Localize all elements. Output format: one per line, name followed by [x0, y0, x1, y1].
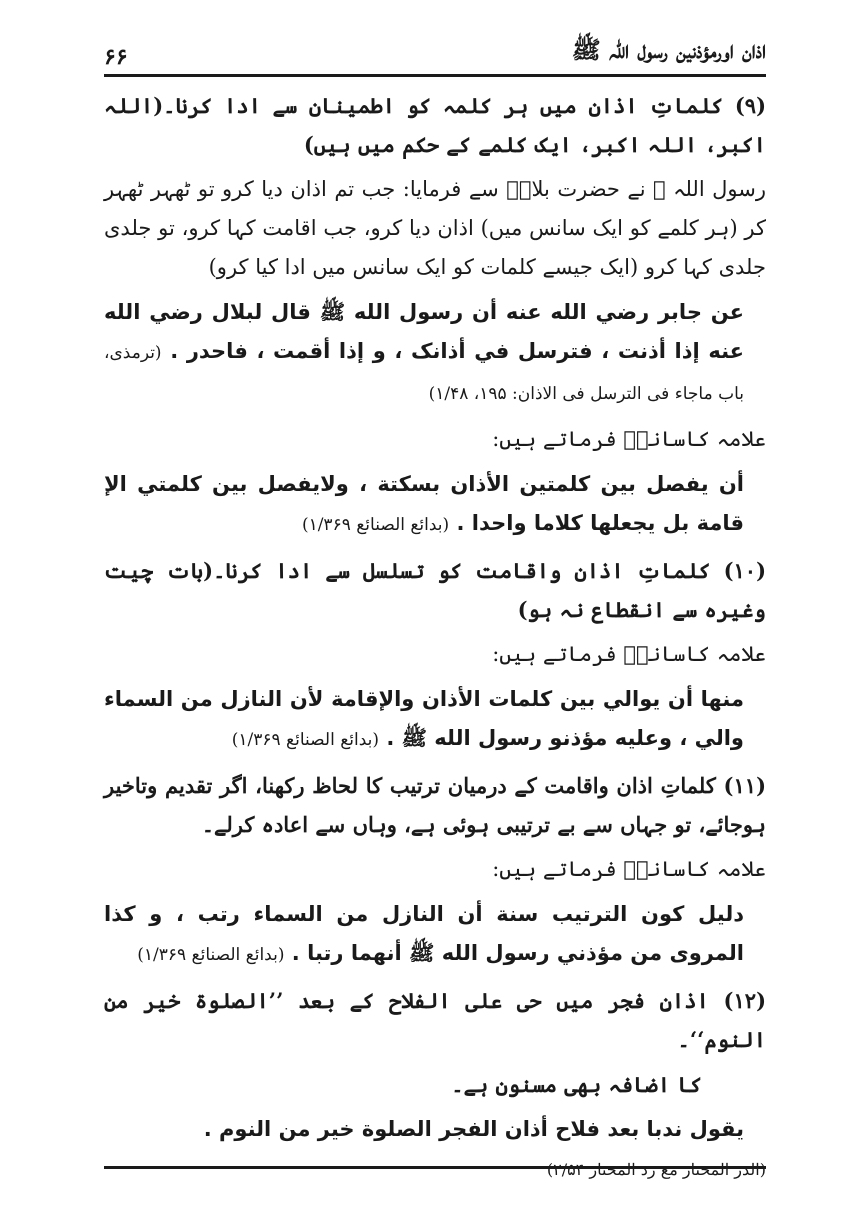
- rule-12-continuation: کا اضافہ بھی مسنون ہے۔: [451, 1072, 702, 1097]
- kasani-quote-1: [104, 465, 766, 545]
- kasani-quote-3-reference: (بدائع الصنائع ۱/۳۶۹): [137, 945, 285, 965]
- kasani-intro-3: علامہ کاسانیؒ فرماتے ہیں:: [492, 857, 766, 881]
- rule-12-heading: (۱۲) اذانِ فجر میں حی علی الفلاح کے بعد ’’الصلوۃ خیر من النوم‘‘۔: [104, 988, 766, 1052]
- rule-11-heading: (۱۱) کلماتِ اذان واقامت کے درمیان ترتیب کا لحاظ رکھنا، اگر تقدیم وتاخیر ہوجائے، تو جہاں سے بے ترتیبی ہوئی ہے، وہاں سے اعادہ کرلے۔: [104, 773, 766, 837]
- page-body: [104, 86, 766, 1201]
- page-number: ۶۶: [104, 44, 128, 70]
- kasani-quote-1-text: أن يفصل بين كلمتين الأذان بسكتة ، ولايفصل بين كلمتي الإ قامة بل يجعلها كلاما واحدا .: [104, 472, 744, 535]
- hadith-jabir-text: عن جابر رضي الله عنه أن رسول الله ﷺ قال لبلال رضي الله عنه إذا أذنت ، فترسل في أذانک ، و إذا أقمت ، فاحدر .: [104, 300, 745, 363]
- kasani-quote-2-text: منها أن يوالي بين كلمات الأذان والإقامة لأن النازل من السماء والي ، وعليه مؤذنو رسول الله ﷺ .: [104, 687, 744, 750]
- durr-quote: يقول ندبا بعد فلاح أذان الفجر الصلوة خير من النوم .: [203, 1117, 744, 1141]
- kasani-quote-2-reference: (بدائع الصنائع ۱/۳۶۹): [231, 730, 379, 750]
- rule-9-heading: (۹) کلماتِ اذان میں ہر کلمہ کو اطمینان سے ادا کرنا۔(اللہ اکبر، اللہ اکبر، ایک کلمے کے حکم میں ہیں): [104, 93, 766, 157]
- kasani-intro-1: علامہ کاسانیؒ فرماتے ہیں:: [492, 427, 766, 451]
- durr-reference: (الدر المختار مع رد المحتار ۲/۵۴): [546, 1160, 766, 1179]
- kasani-quote-3-text: دليل كون الترتيب سنة أن النازل من السماء رتب ، و كذا المروى من مؤذني رسول الله ﷺ أنهما رتبا .: [104, 902, 744, 965]
- running-title: اذان اورمؤذنین رسول اللہ ﷺ: [571, 35, 766, 64]
- kasani-quote-3: [104, 895, 766, 975]
- rule-10-heading: (۱۰) کلماتِ اذان واقامت کو تسلسل سے ادا کرنا۔(بات چیت وغیرہ سے انقطاع نہ ہو): [104, 558, 766, 622]
- bottom-rule: [104, 1166, 766, 1169]
- kasani-intro-2: علامہ کاسانیؒ فرماتے ہیں:: [492, 642, 766, 666]
- kasani-quote-2: [104, 680, 766, 760]
- kasani-quote-1-reference: (بدائع الصنائع ۱/۳۶۹): [301, 515, 450, 535]
- hadith-jabir: [104, 293, 766, 414]
- page-header: [104, 30, 766, 77]
- rule-9-explanation: رسول اللہ ﷺ نے حضرت بلالؓ سے فرمایا: جب تم اذان دیا کرو تو ٹھہر ٹھہر کر (ہر کلمے کو ایک سانس میں) اذان دیا کرو، جب اقامت کہا کرو، تو جلدی جلدی کہا کرو (ایک جیسے کلمات کو ایک سانس میں ادا کیا کرو): [104, 177, 766, 279]
- hadith-jabir-reference: (ترمذی، باب ماجاء فی الترسل فی الاذان: ۱۹۵، ۱/۴۸): [104, 343, 744, 404]
